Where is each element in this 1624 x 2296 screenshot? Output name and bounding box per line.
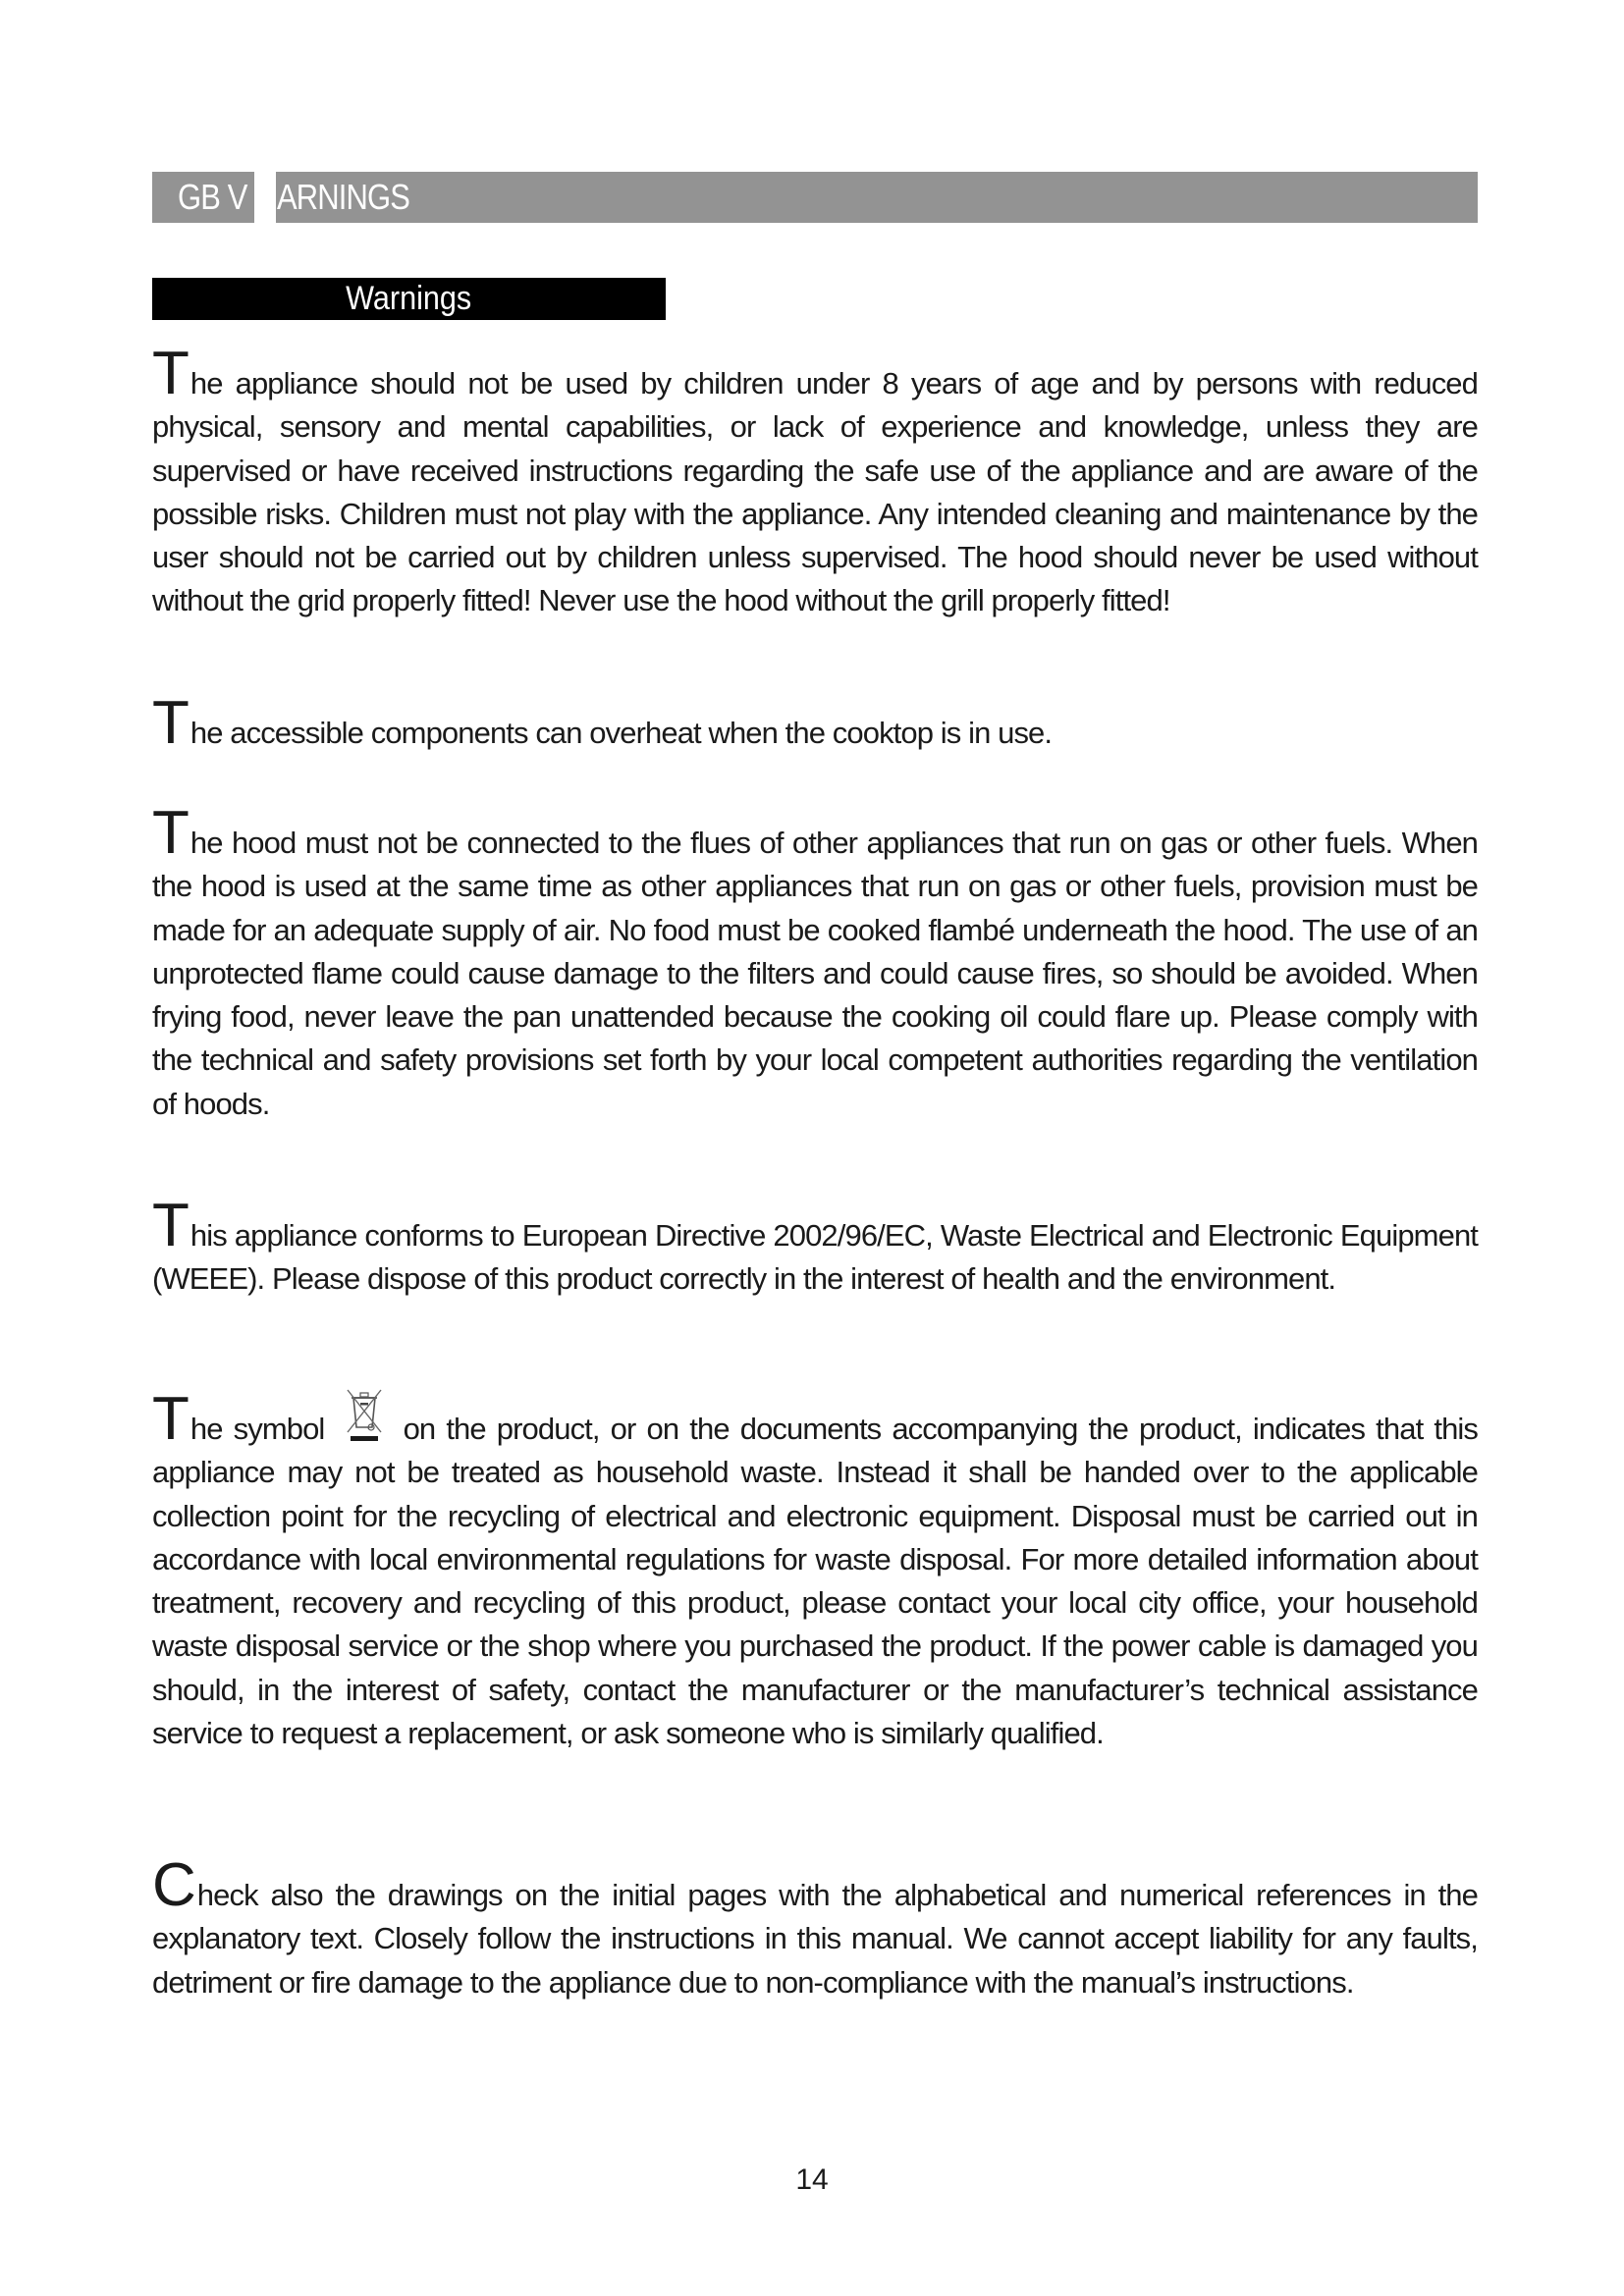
paragraph-text-before-icon: he symbol [189,1412,325,1446]
section-header-bar [152,172,1478,223]
section-header-label-part2: ARNINGS [277,177,410,217]
paragraph-flues-warning [152,799,1478,1126]
dropcap: T [152,799,189,867]
dropcap: T [152,689,189,757]
paragraph-disposal-symbol [152,1385,1478,1755]
dropcap: T [152,1192,189,1259]
paragraph-text: heck also the drawings on the initial pages with the alphabetical and numerical references in the explanatory text. Closely follow the instructions in this manual. We cannot accept liability for any faults, detriment or fire damage to the appliance due to non-compliance with the manual’s instructions. [152,1878,1478,2000]
paragraph-text: his appliance conforms to European Directive 2002/96/EC, Waste Electrical and Electronic Equipment (WEEE). Please dispose of this product correctly in the interest of health and the environment. [152,1218,1478,1297]
paragraph-children-warning [152,340,1478,623]
paragraph-overheat-warning [152,689,1478,757]
paragraph-weee-directive [152,1192,1478,1302]
dropcap: T [152,1385,189,1453]
subtitle-label: Warnings [346,280,472,317]
paragraph-text-after-icon: on the product, or on the documents accompanying the product, indicates that this appliance may not be treated as household waste. Instead it shall be handed over to the applicable collection point for the recycling of electrical and electronic equipment. Disposal must be carried out in accordance with local environmental regulations for waste disposal. For more detailed information about treatment, recovery and recycling of this product, please contact your local city office, your household waste disposal service or the shop where you purchased the product. If the power cable is damaged you should, in the interest of safety, contact the manufacturer or the manufacturer’s technical assistance service to request a replacement, or ask someone who is similarly qualified. [152,1412,1478,1751]
paragraph-text: he appliance should not be used by children under 8 years of age and by persons with reduced physical, sensory and mental capabilities, or lack of experience and knowledge, unless they are supervised or have received instructions regarding the safe use of the appliance and are aware of the possible risks. Children must not play with the appliance. Any intended cleaning and maintenance by the user should not be carried out by children unless supervised. The hood should never be used without without the grid properly fitted! Never use the hood without the grill properly fitted! [152,366,1478,618]
section-header-gap [254,172,276,223]
subtitle-bar [152,278,666,320]
weee-crossed-bin-icon [342,1388,387,1443]
paragraph-text: he hood must not be connected to the flues of other appliances that run on gas or other fuels. When the hood is used at the same time as other appliances that run on gas or other fuels, provision must be made for an adequate supply of air. No food must be cooked flambé underneath the hood. The use of an unprotected flame could cause damage to the filters and could cause fires, so should be avoided. When frying food, never leave the pan unattended because the cooking oil could flare up. Please comply with the technical and safety provisions set forth by your local competent authorities regarding the ventilation of hoods. [152,826,1478,1121]
section-header-label-part1: GB V [178,177,247,217]
paragraph-check-drawings [152,1851,1478,2004]
paragraph-text: he accessible components can overheat when the cooktop is in use. [189,716,1053,750]
page-number: 14 [795,2163,829,2196]
dropcap: C [152,1851,196,1919]
dropcap: T [152,340,189,407]
